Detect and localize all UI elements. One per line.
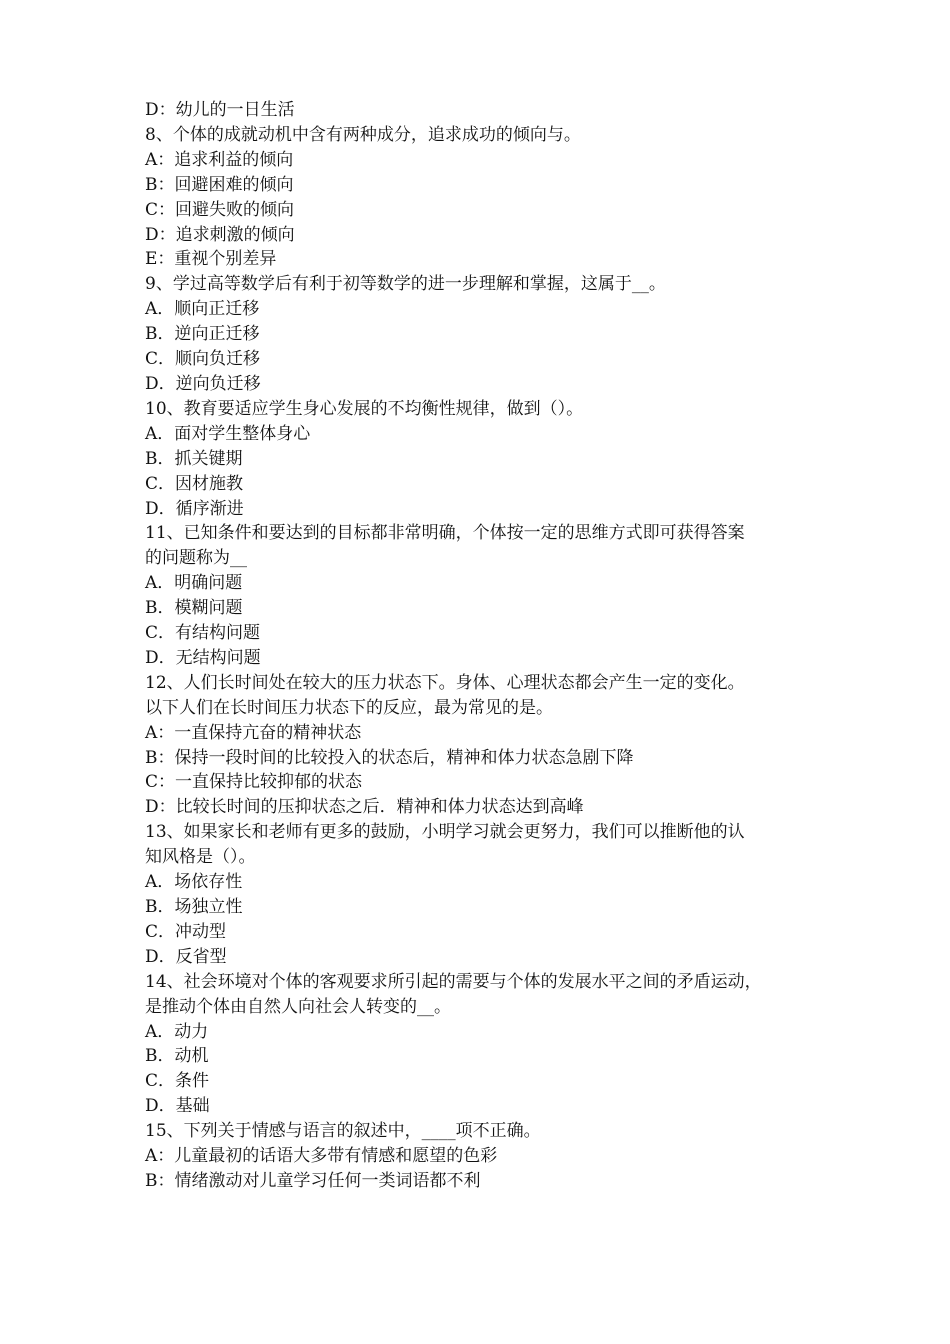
question-text: 11、已知条件和要达到的目标都非常明确，个体按一定的思维方式即可获得答案 <box>145 523 745 544</box>
question-text-continued: 知风格是（）。 <box>145 847 256 868</box>
text-line: D：幼儿的一日生活 <box>145 100 295 120</box>
option-text: C．有结构问题 <box>145 623 261 644</box>
option-text: A：追求利益的倾向 <box>145 149 294 170</box>
option-text: C．冲动型 <box>145 921 227 942</box>
option-text: C．顺向负迁移 <box>145 349 261 370</box>
option-text: D．反省型 <box>145 946 227 967</box>
document-page <box>145 98 825 1194</box>
option-text: B．场独立性 <box>145 897 243 917</box>
question-text: 8、个体的成就动机中含有两种成分，追求成功的倾向与。 <box>145 124 581 145</box>
option-text: D．循序渐进 <box>145 498 244 519</box>
question-text: 15、下列关于情感与语言的叙述中，____项不正确。 <box>145 1121 541 1142</box>
option-text: E：重视个别差异 <box>145 249 277 270</box>
question-text: 13、如果家长和老师有更多的鼓励，小明学习就会更努力，我们可以推断他的认 <box>145 822 745 843</box>
option-text: C：回避失败的倾向 <box>145 199 295 220</box>
question-text-continued: 的问题称为__ <box>145 548 247 569</box>
option-text: A．顺向正迁移 <box>145 299 260 320</box>
question-text: 9、学过高等数学后有利于初等数学的进一步理解和掌握，这属于__。 <box>145 274 666 295</box>
option-text: B：保持一段时间的比较投入的状态后，精神和体力状态急剧下降 <box>145 747 634 768</box>
option-text: A．动力 <box>145 1021 209 1042</box>
option-text: C：一直保持比较抑郁的状态 <box>145 772 363 793</box>
option-text: A：一直保持亢奋的精神状态 <box>145 722 362 743</box>
option-text: D．逆向负迁移 <box>145 373 261 394</box>
question-text: 10、教育要适应学生身心发展的不均衡性规律，做到（）。 <box>145 398 584 419</box>
option-text: B．逆向正迁移 <box>145 324 260 345</box>
option-text: B．模糊问题 <box>145 598 243 619</box>
option-text: B：情绪激动对儿童学习任何一类词语都不利 <box>145 1170 481 1191</box>
option-text: D：追求刺激的倾向 <box>145 224 295 245</box>
option-text: A．明确问题 <box>145 573 243 594</box>
option-text: A．面对学生整体身心 <box>145 423 311 444</box>
option-text: C．因材施教 <box>145 473 244 494</box>
option-text: B．抓关键期 <box>145 448 243 469</box>
question-text-continued: 以下人们在长时间压力状态下的反应，最为常见的是。 <box>145 697 553 718</box>
option-text: B：回避困难的倾向 <box>145 174 294 195</box>
question-text-continued: 是推动个体由自然人向社会人转变的__。 <box>145 996 451 1017</box>
option-text: A．场依存性 <box>145 872 243 893</box>
question-text: 12、人们长时间处在较大的压力状态下。身体、心理状态都会产生一定的变化。 <box>145 672 745 693</box>
option-text: D．基础 <box>145 1096 210 1117</box>
option-text: D：比较长时间的压抑状态之后．精神和体力状态达到高峰 <box>145 797 584 818</box>
option-text: D．无结构问题 <box>145 647 261 668</box>
option-text: A：儿童最初的话语大多带有情感和愿望的色彩 <box>145 1146 498 1167</box>
option-text: C．条件 <box>145 1071 210 1092</box>
question-text: 14、社会环境对个体的客观要求所引起的需要与个体的发展水平之间的矛盾运动， <box>145 971 762 992</box>
option-text: B．动机 <box>145 1046 209 1067</box>
